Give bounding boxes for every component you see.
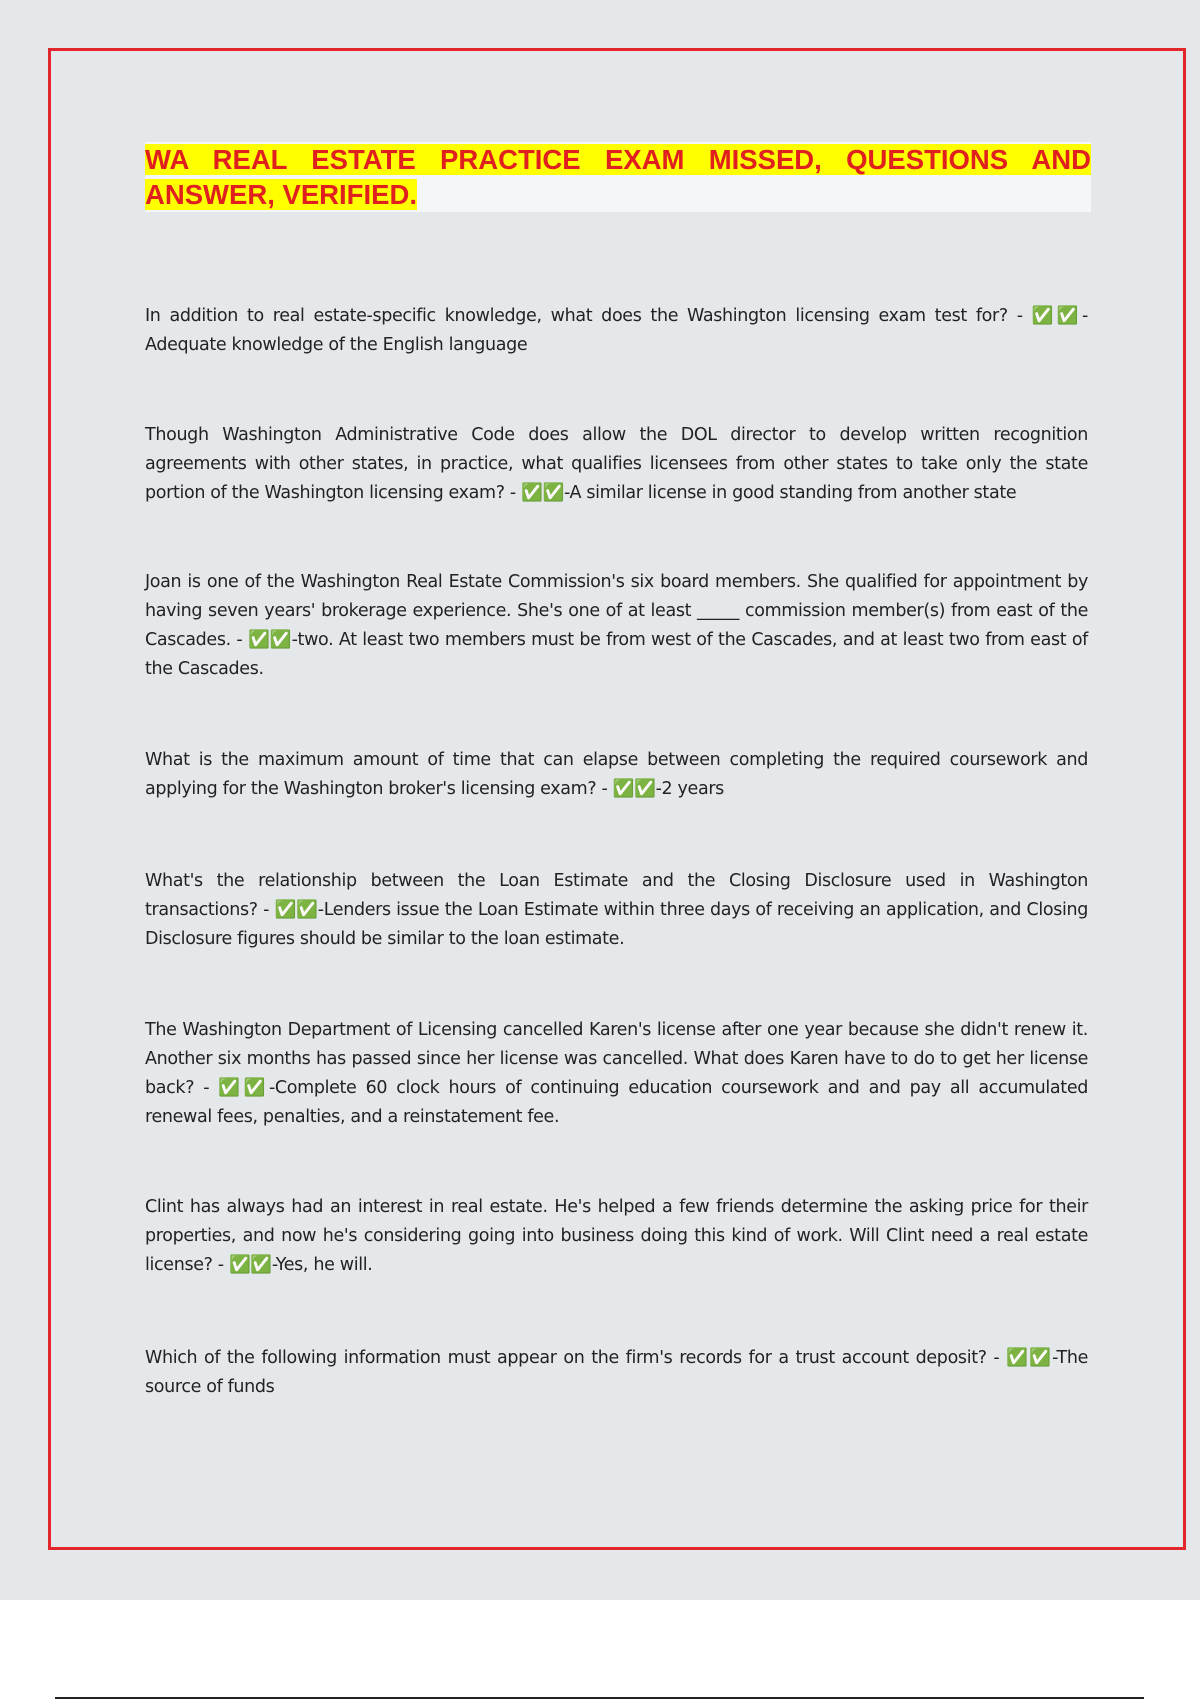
qa-item-2: Though Washington Administrative Code does allow the DOL director to develop written recognition agreements with other states, in practice, what qualifies licensees from other states to take only the state portion of the Washington licensing exam? - ✅✅-A similar license in good standing from another state — [145, 425, 1088, 503]
qa-item-4: What is the maximum amount of time that can elapse between completing the required coursework and applying for the Washington broker's licensing exam? - ✅✅-2 years — [145, 750, 1088, 799]
document-title-highlight: WA REAL ESTATE PRACTICE EXAM MISSED, QUESTIONS AND ANSWER, VERIFIED. — [145, 144, 1091, 210]
title-block — [145, 142, 1091, 212]
qa-item-3: Joan is one of the Washington Real Estate Commission's six board members. She qualified for appointment by having seven years' brokerage experience. She's one of at least _____ commission member(s) from east of the Cascades. - ✅✅-two. At least two members must be from west of the Cascades, and at least two from east of the Cascades. — [145, 572, 1088, 679]
qa-item-8: Which of the following information must appear on the firm's records for a trust account deposit? - ✅✅-The source of funds — [145, 1348, 1088, 1397]
qa-item-1: In addition to real estate-specific knowledge, what does the Washington licensing exam test for? - ✅✅-Adequate knowledge of the English language — [145, 306, 1088, 355]
document-title — [145, 142, 1091, 212]
footer-divider — [55, 1697, 1144, 1699]
qa-item-7: Clint has always had an interest in real estate. He's helped a few friends determine the asking price for their properties, and now he's considering going into business doing this kind of work. Will Clint need a real estate license? - ✅✅-Yes, he will. — [145, 1197, 1088, 1275]
qa-item-6: The Washington Department of Licensing cancelled Karen's license after one year because she didn't renew it. Another six months has passed since her license was cancelled. What does Karen have to do to get her license back? - ✅✅-Complete 60 clock hours of continuing education coursework and and pay all accumulated renewal fees, penalties, and a reinstatement fee. — [145, 1020, 1088, 1127]
qa-item-5: What's the relationship between the Loan Estimate and the Closing Disclosure used in Washington transactions? - ✅✅-Lenders issue the Loan Estimate within three days of receiving an application, and Closing Disclosure figures should be similar to the loan estimate. — [145, 871, 1088, 949]
